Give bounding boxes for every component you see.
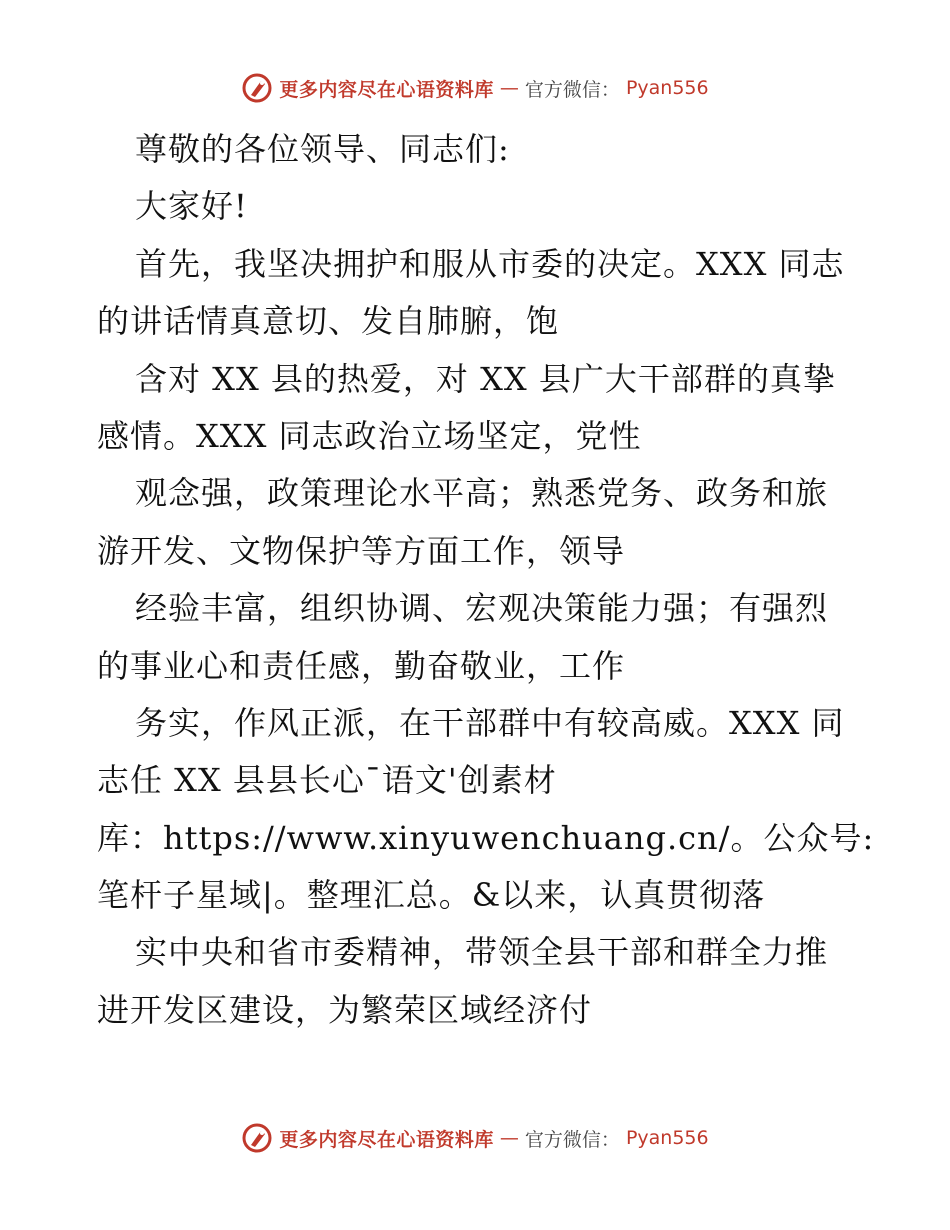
text-line: 感情。XXX 同志政治立场坚定，党性 — [97, 416, 642, 455]
watermark-official-label: 官方微信： — [524, 78, 620, 101]
watermark-handle: Pyan556 — [625, 77, 709, 99]
text-line: 的讲话情真意切、发自肺腑，饱 — [97, 302, 560, 341]
text-line: 含对 XX 县的热爱，对 XX 县广大干部群的真挚 — [135, 359, 836, 398]
text-line-salutation: 尊敬的各位领导、同志们: — [135, 130, 510, 168]
text-line: 游开发、文物保护等方面工作，领导 — [97, 531, 626, 570]
text-line: 库：https://www.xinyuwenchuang.cn/。公众号: — [97, 818, 875, 857]
text-line: 首先，我坚决拥护和服从市委的决定。XXX 同志 — [135, 244, 845, 283]
watermark-separator: — — [499, 77, 519, 99]
text-line: 观念强，政策理论水平高；熟悉党务、政务和旅 — [135, 474, 829, 513]
text-line: 进开发区建设，为繁荣区域经济付 — [97, 990, 593, 1029]
text-line: 务实，作风正派，在干部群中有较高威。XXX 同 — [135, 703, 845, 742]
text-line: 实中央和省市委精神，带领全县干部和群全力推 — [135, 933, 829, 972]
text-line: 经验丰富，组织协调、宏观决策能力强；有强烈 — [135, 589, 829, 628]
footer-watermark — [0, 1122, 950, 1154]
document-body — [97, 121, 875, 1039]
pen-nib-circle-icon — [241, 1122, 273, 1154]
watermark-handle: Pyan556 — [625, 1127, 709, 1149]
watermark-brand: 更多内容尽在心语资料库 — [279, 78, 494, 101]
text-line: 笔杆子星域|。整理汇总。&以来，认真贯彻落 — [97, 876, 766, 915]
text-line: 的事业心和责任感，勤奋敬业，工作 — [97, 646, 626, 685]
watermark-brand: 更多内容尽在心语资料库 — [279, 1128, 494, 1151]
watermark-separator: — — [499, 1127, 519, 1149]
pen-nib-circle-icon — [241, 72, 273, 104]
text-line: 志任 XX 县县长心¯语文'创素材 — [97, 761, 557, 800]
text-line-greeting: 大家好! — [135, 187, 248, 226]
header-watermark — [0, 72, 950, 104]
watermark-official-label: 官方微信： — [524, 1128, 620, 1151]
